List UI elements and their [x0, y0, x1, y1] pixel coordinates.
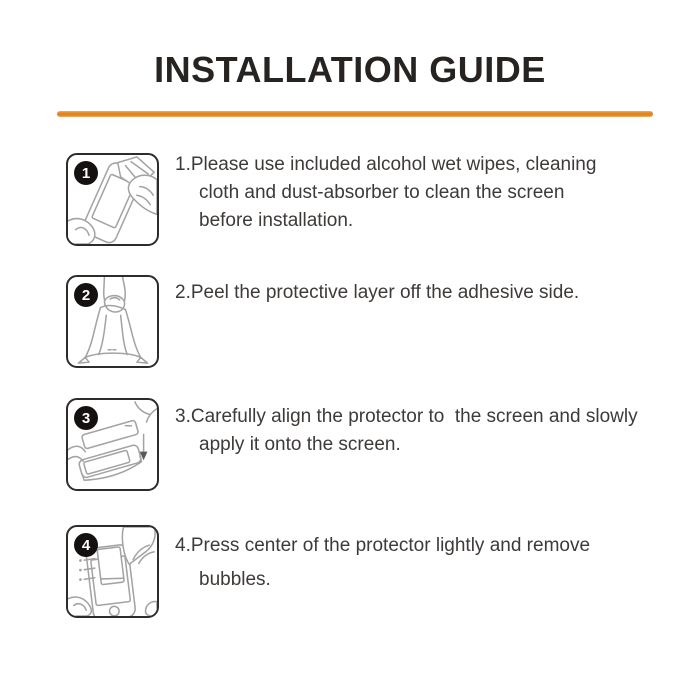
step-2-text: 2.Peel the protective layer off the adhesive side.	[175, 282, 580, 303]
step-1-number-badge: 1	[74, 161, 98, 185]
step-3-text: 3.Carefully align the protector to the screen and slowly apply it onto the screen.	[175, 406, 638, 455]
step-1-text: 1.Please use included alcohol wet wipes, cleaning cloth and dust-absorber to clean the screen before installation.	[175, 154, 597, 231]
orange-divider-line	[57, 111, 653, 117]
step-2-number-badge: 2	[74, 283, 98, 307]
step-4-text: 4.Press center of the protector lightly and remove bubbles.	[175, 535, 591, 590]
step-3-number-badge: 3	[74, 406, 98, 430]
step-4-illustration-box	[66, 525, 159, 618]
step-3-illustration-box	[66, 398, 159, 491]
step-1-illustration-box	[66, 153, 159, 246]
step-2-illustration-box	[66, 275, 159, 368]
page-title: INSTALLATION GUIDE	[154, 49, 546, 90]
step-4-number-badge: 4	[74, 533, 98, 557]
